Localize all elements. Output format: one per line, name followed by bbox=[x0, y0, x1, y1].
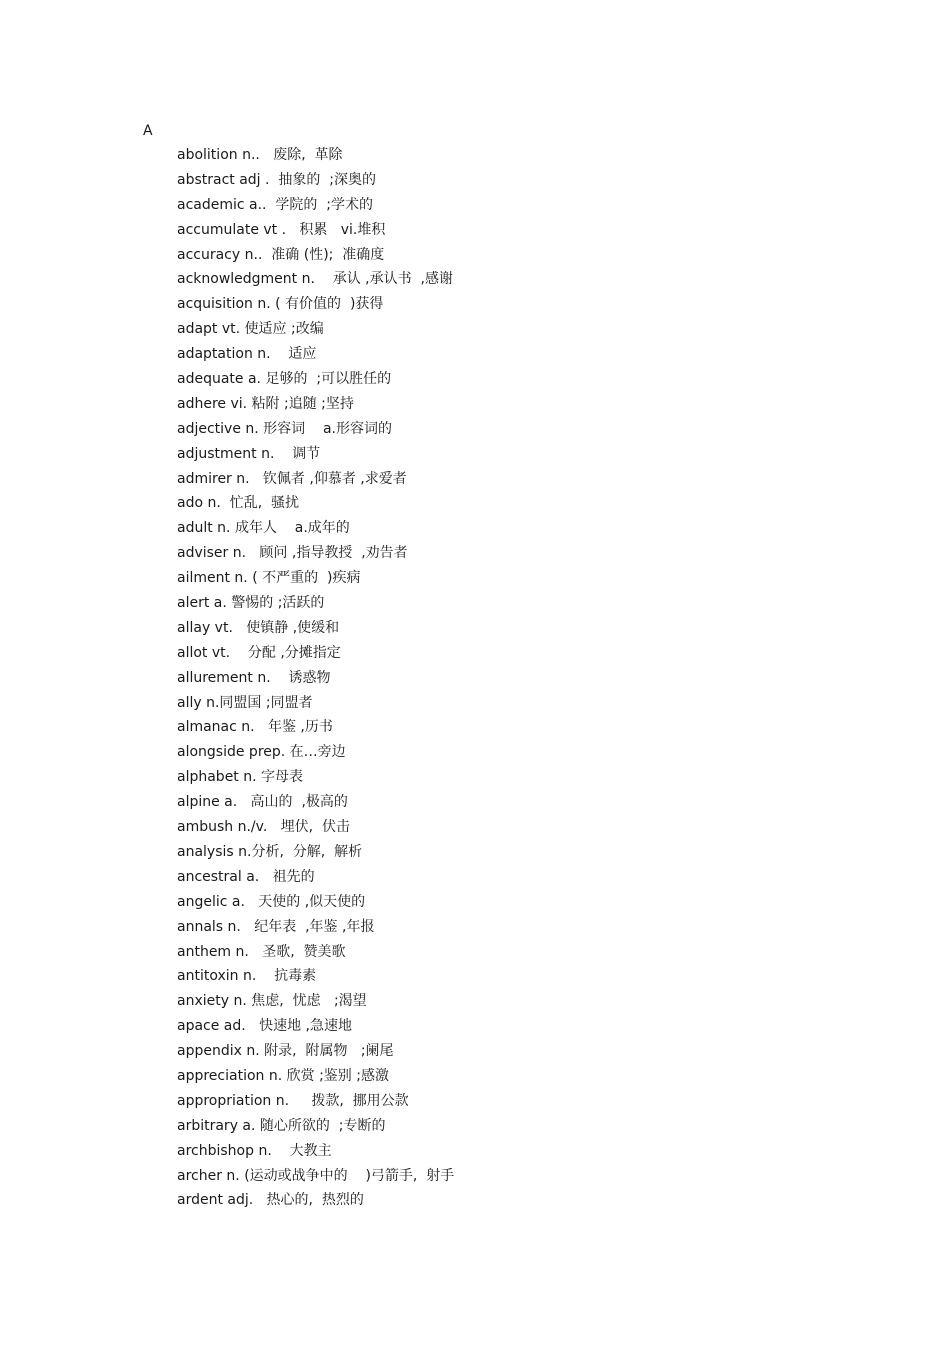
vocabulary-entry: adhere vi. 粘附 ;追随 ;坚持 bbox=[177, 395, 354, 412]
vocabulary-entry: archer n. (运动或战争中的 )弓箭手, 射手 bbox=[177, 1167, 455, 1184]
vocabulary-entry: adjustment n. 调节 bbox=[177, 445, 321, 462]
vocabulary-entry: allurement n. 诱惑物 bbox=[177, 669, 331, 686]
vocabulary-entry: ancestral a. 祖先的 bbox=[177, 868, 315, 885]
vocabulary-entry: abolition n.. 废除, 革除 bbox=[177, 147, 343, 163]
vocabulary-entry: alongside prep. 在…旁边 bbox=[177, 744, 346, 761]
vocabulary-entry: analysis n.分析, 分解, 解析 bbox=[177, 843, 363, 860]
vocabulary-entry: anthem n. 圣歌, 赞美歌 bbox=[177, 943, 346, 960]
vocabulary-entry: almanac n. 年鉴 ,历书 bbox=[177, 719, 333, 736]
vocabulary-entry: annals n. 纪年表 ,年鉴 ,年报 bbox=[177, 918, 375, 935]
vocabulary-entry: anxiety n. 焦虑, 忧虑 ;渴望 bbox=[177, 993, 367, 1010]
vocabulary-entry: ado n. 忙乱, 骚扰 bbox=[177, 495, 300, 512]
vocabulary-entry: admirer n. 钦佩者 ,仰慕者 ,求爱者 bbox=[177, 470, 407, 487]
vocabulary-entry: accuracy n.. 准确 (性); 准确度 bbox=[177, 246, 385, 263]
vocabulary-entry: antitoxin n. 抗毒素 bbox=[177, 968, 317, 985]
section-letter-heading: A bbox=[143, 123, 153, 139]
vocabulary-entry: arbitrary a. 随心所欲的 ;专断的 bbox=[177, 1117, 386, 1134]
vocabulary-entry: ally n.同盟国 ;同盟者 bbox=[177, 694, 313, 711]
vocabulary-entry: angelic a. 天使的 ,似天使的 bbox=[177, 893, 366, 910]
vocabulary-entry: ardent adj. 热心的, 热烈的 bbox=[177, 1192, 364, 1209]
vocabulary-entry: acquisition n. ( 有价值的 )获得 bbox=[177, 296, 384, 313]
vocabulary-entry: adaptation n. 适应 bbox=[177, 346, 317, 363]
vocabulary-entry: ailment n. ( 不严重的 )疾病 bbox=[177, 570, 361, 587]
vocabulary-entry: adapt vt. 使适应 ;改编 bbox=[177, 321, 324, 338]
vocabulary-entry: archbishop n. 大教主 bbox=[177, 1142, 332, 1159]
vocabulary-entry: allay vt. 使镇静 ,使缓和 bbox=[177, 619, 340, 636]
vocabulary-entry: ambush n./v. 埋伏, 伏击 bbox=[177, 819, 350, 836]
vocabulary-entry: allot vt. 分配 ,分摊指定 bbox=[177, 644, 341, 661]
vocabulary-entry: academic a.. 学院的 ;学术的 bbox=[177, 196, 374, 213]
vocabulary-list bbox=[177, 145, 454, 1215]
vocabulary-entry: adult n. 成年人 a.成年的 bbox=[177, 520, 350, 537]
vocabulary-entry: alpine a. 高山的 ,极高的 bbox=[177, 794, 348, 811]
vocabulary-entry: abstract adj . 抽象的 ;深奥的 bbox=[177, 171, 376, 188]
vocabulary-entry: adviser n. 顾问 ,指导教授 ,劝告者 bbox=[177, 545, 408, 562]
vocabulary-entry: appreciation n. 欣赏 ;鉴别 ;感激 bbox=[177, 1067, 389, 1084]
vocabulary-entry: appendix n. 附录, 附属物 ;阑尾 bbox=[177, 1043, 394, 1060]
vocabulary-entry: accumulate vt . 积累 vi.堆积 bbox=[177, 221, 386, 238]
vocabulary-entry: acknowledgment n. 承认 ,承认书 ,感谢 bbox=[177, 271, 453, 288]
vocabulary-entry: apace ad. 快速地 ,急速地 bbox=[177, 1018, 352, 1035]
vocabulary-entry: adjective n. 形容词 a.形容词的 bbox=[177, 420, 392, 437]
vocabulary-entry: alert a. 警惕的 ;活跃的 bbox=[177, 595, 325, 612]
vocabulary-entry: appropriation n. 拨款, 挪用公款 bbox=[177, 1092, 409, 1109]
vocabulary-entry: alphabet n. 字母表 bbox=[177, 769, 304, 786]
vocabulary-entry: adequate a. 足够的 ;可以胜任的 bbox=[177, 371, 392, 388]
